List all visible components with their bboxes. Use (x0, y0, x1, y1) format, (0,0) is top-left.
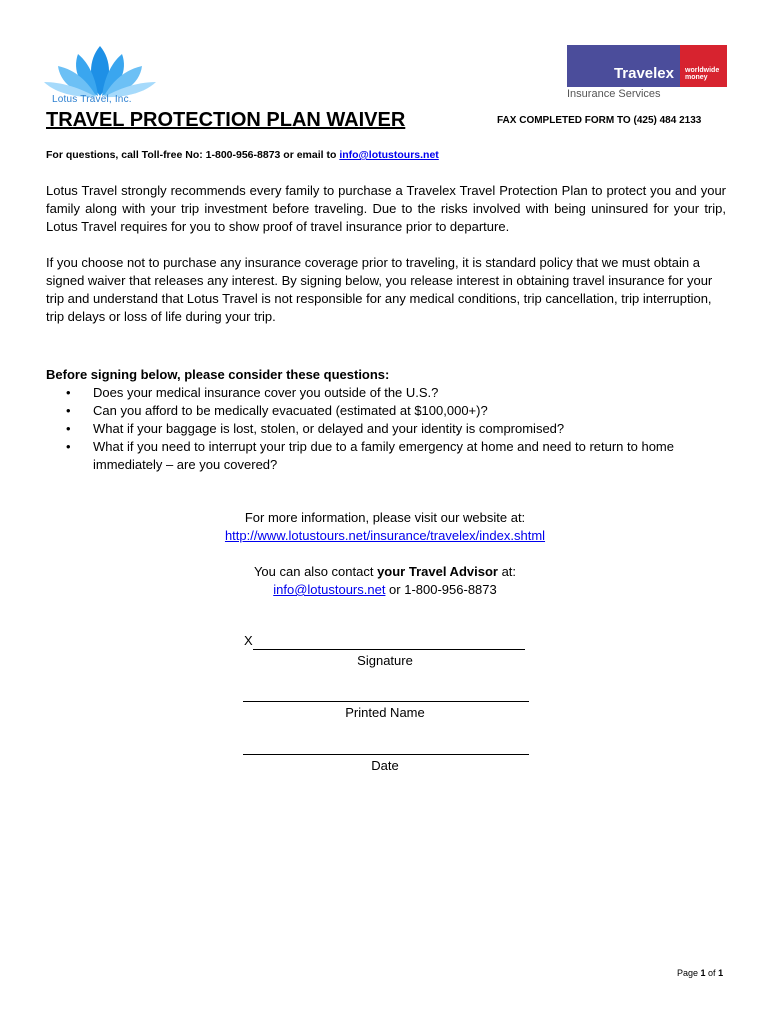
page-of: of (705, 968, 719, 978)
signature-line[interactable] (253, 649, 525, 650)
travelex-tagline-panel (680, 45, 727, 87)
contact-line (46, 149, 439, 161)
date-label: Date (371, 758, 399, 773)
travelex-subtitle: Insurance Services (567, 88, 661, 100)
website-link[interactable]: http://www.lotustours.net/insurance/travelex/index.shtml (224, 528, 546, 543)
travelex-tagline (685, 67, 719, 81)
questions-list (66, 384, 726, 474)
advisor-contact-suffix: at: (497, 564, 517, 579)
signature-x-mark: X (244, 633, 253, 648)
question-item: • What if your baggage is lost, stolen, or delayed and your identity is compromised? (66, 420, 726, 438)
advisor-contact-bold: your Travel Advisor (377, 564, 498, 579)
page-prefix: Page (677, 968, 701, 978)
page-total: 1 (718, 968, 724, 978)
questions-heading: Before signing below, please consider these questions: (46, 367, 390, 382)
lotus-logo-text: Lotus Travel, Inc. (52, 94, 132, 105)
travelex-tagline-1: worldwide (685, 67, 720, 74)
waiver-paragraph: If you choose not to purchase any insurance coverage prior to traveling, it is standard policy that we must obtain a signed waiver that releases any interest. By signing below, you release interest in obtaining travel insurance for your trip and understand that Lotus Travel is not responsible for any medical conditions, trip cancellation, trip interruption, trip delays or loss of life during your trip. (46, 255, 713, 324)
fax-instruction: FAX COMPLETED FORM TO (425) 484 2133 (497, 115, 702, 126)
contact-line-text: For questions, call Toll-free No: 1-800-956-8873 or email to (46, 149, 340, 161)
date-line[interactable] (243, 754, 529, 755)
page-current: 1 (700, 968, 706, 978)
advisor-contact-details (0, 581, 770, 599)
more-info-url-row (0, 527, 770, 545)
advisor-contact-prefix: You can also contact (253, 564, 378, 579)
contact-email-link[interactable]: info@lotustours.net (339, 149, 439, 161)
travelex-wordmark: Travelex (613, 65, 674, 82)
question-item: • Does your medical insurance cover you outside of the U.S.? (66, 384, 726, 402)
travelex-logo (567, 45, 727, 101)
advisor-contact-text (0, 563, 770, 581)
intro-paragraph: Lotus Travel strongly recommends every family to purchase a Travelex Travel Protection Plan to protect you and your family along with your trip investment before traveling. Due to the risks involved with being uninsured for your trip, Lotus Travel requires for you to show proof of travel insurance prior to departure. (46, 183, 726, 234)
question-item: • What if you need to interrupt your trip due to a family emergency at home and need to return to home immediately – are you covered? (66, 438, 726, 474)
signature-label: Signature (357, 653, 413, 668)
advisor-phone: or 1-800-956-8873 (385, 582, 497, 597)
travelex-logo-panel (567, 45, 680, 87)
printed-name-label: Printed Name (345, 705, 425, 720)
advisor-email-link[interactable]: info@lotustours.net (273, 582, 386, 597)
more-info-text: For more information, please visit our website at: (244, 510, 526, 525)
printed-name-line[interactable] (243, 701, 529, 702)
question-item: • Can you afford to be medically evacuated (estimated at $100,000+)? (66, 402, 726, 420)
page-number (677, 968, 723, 978)
page-title: TRAVEL PROTECTION PLAN WAIVER (46, 109, 406, 131)
travelex-tagline-2: money (685, 74, 708, 81)
